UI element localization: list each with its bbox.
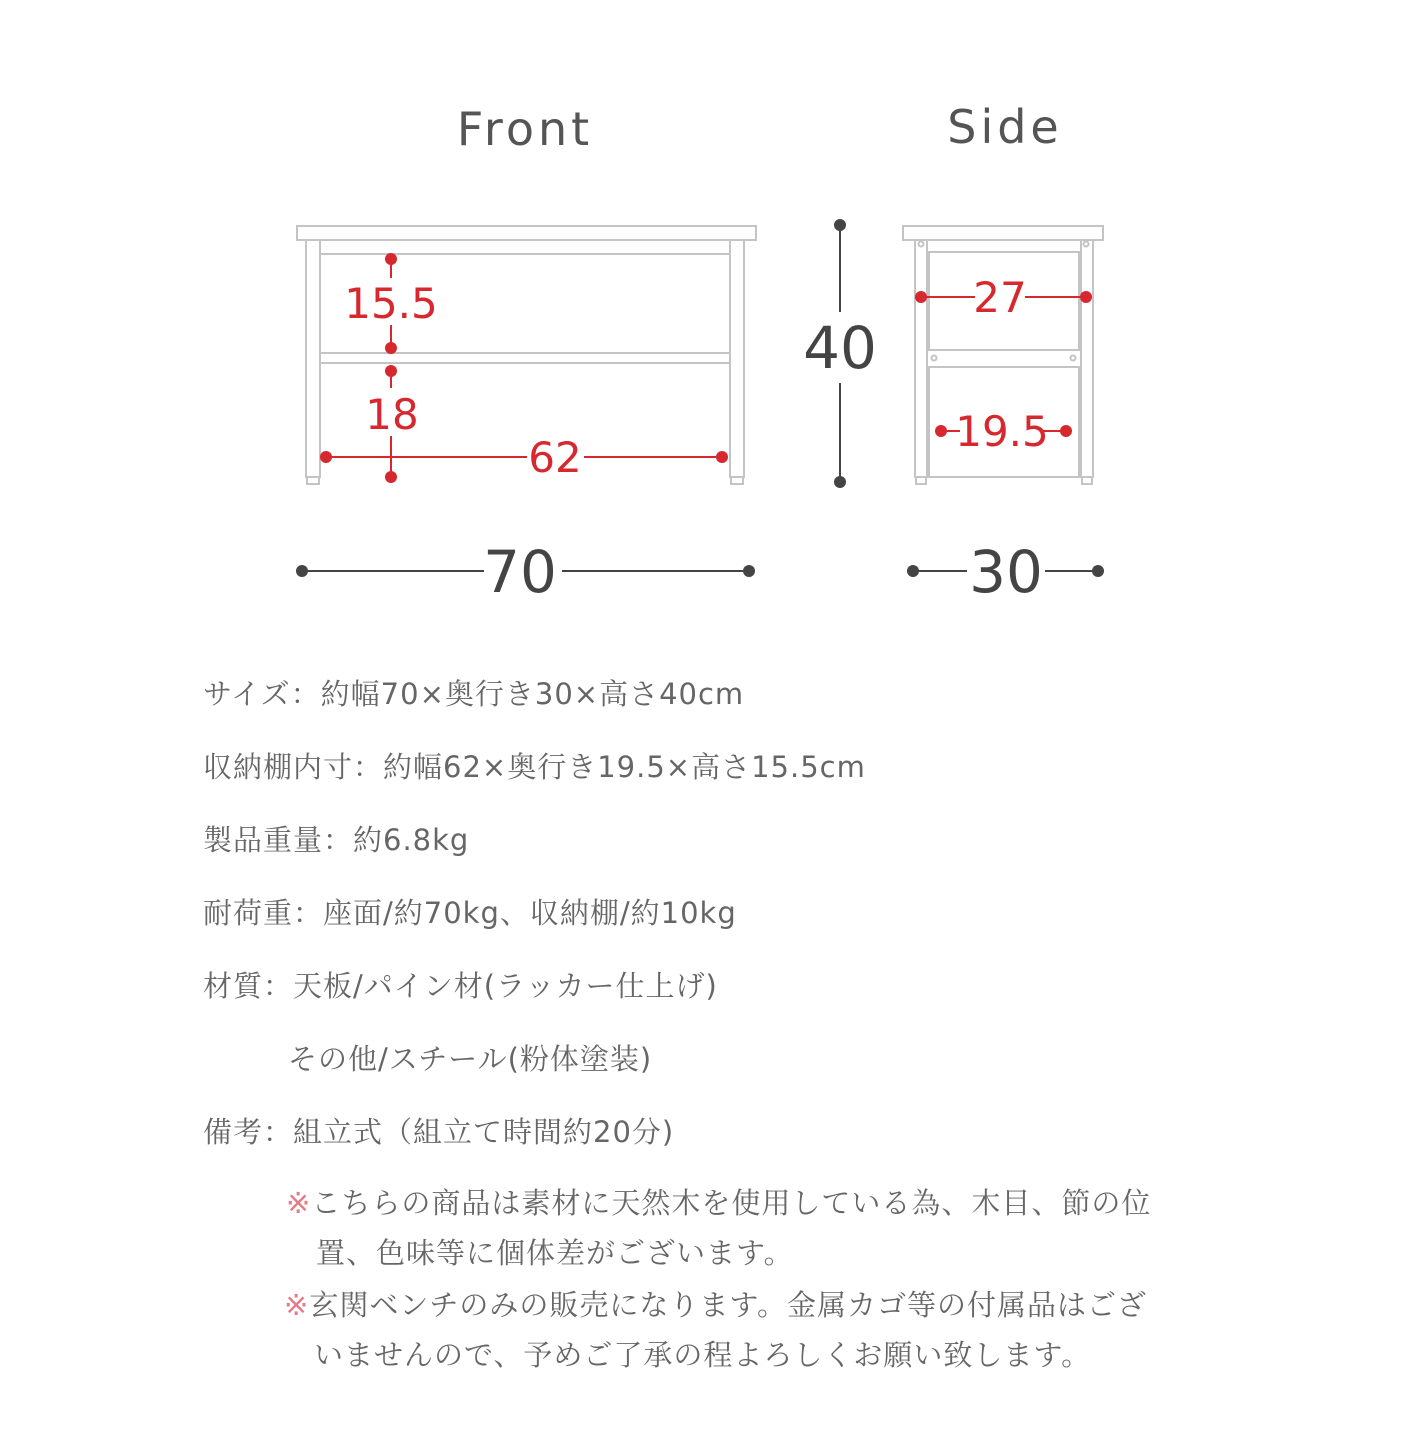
front-view-title: Front <box>456 102 594 156</box>
dimension-diagram <box>0 0 1420 640</box>
side-left-leg <box>915 240 927 477</box>
spec-material: 材質：天板/パイン材(ラッカー仕上げ) <box>203 969 718 1003</box>
note-text-line1: こちらの商品は素材に天然木を使用している為、木目、節の位 <box>311 1186 1152 1220</box>
side-left-foot <box>916 477 926 484</box>
shelf-depth-bottom-dot-left <box>935 425 947 437</box>
side-view-title: Side <box>947 100 1063 154</box>
note-text-line2: 置、色味等に個体差がございます。 <box>316 1236 794 1270</box>
height-dot-bottom <box>834 476 846 488</box>
spec-material-other: その他/スチール(粉体塗装) <box>288 1042 653 1076</box>
side-right-foot <box>1082 477 1092 484</box>
side-seat-top <box>903 226 1103 240</box>
width-dot-left <box>296 565 308 577</box>
screw-mid-left <box>932 356 937 361</box>
lower-height-dot-bottom <box>385 471 397 483</box>
screw-top-left <box>919 242 924 247</box>
side-right-leg <box>1081 240 1093 477</box>
note-text-line2: いませんので、予めご了承の程よろしくお願い致します。 <box>314 1338 1092 1372</box>
spec-size: サイズ：約幅70×奥行き30×高さ40cm <box>203 677 745 711</box>
front-view-bench <box>297 226 756 484</box>
upper-height-dot-bottom <box>385 342 397 354</box>
upper-height-label: 15.5 <box>344 279 438 328</box>
front-left-foot <box>307 477 319 484</box>
front-right-leg <box>730 240 744 477</box>
shelf-width-dot-left <box>320 451 332 463</box>
spec-load-capacity: 耐荷重：座面/約70kg、収納棚/約10kg <box>203 896 737 930</box>
shelf-depth-top-label: 27 <box>973 273 1027 322</box>
depth-dot-left <box>907 565 919 577</box>
shelf-depth-bottom-dot-right <box>1060 425 1072 437</box>
spec-shelf-inner-size: 収納棚内寸：約幅62×奥行き19.5×高さ15.5cm <box>203 750 866 784</box>
note-accessories <box>284 1280 1147 1380</box>
depth-dot-right <box>1092 565 1104 577</box>
spec-weight: 製品重量：約6.8kg <box>203 823 470 857</box>
height-dot-top <box>834 219 846 231</box>
screw-top-right <box>1084 242 1089 247</box>
lower-height-dot-top <box>385 365 397 377</box>
shelf-depth-top-dot-right <box>1080 291 1092 303</box>
front-right-foot <box>731 477 743 484</box>
shelf-depth-bottom-label: 19.5 <box>955 407 1049 456</box>
front-seat-top <box>297 226 756 240</box>
overall-height-label: 40 <box>803 314 877 382</box>
upper-height-dot-top <box>385 253 397 265</box>
note-mark: ※ <box>286 1186 312 1220</box>
shelf-width-dot-right <box>716 451 728 463</box>
front-left-leg <box>306 240 320 477</box>
lower-height-label: 18 <box>365 390 419 439</box>
spec-remarks: 備考：組立式（組立て時間約20分) <box>203 1115 675 1149</box>
shelf-depth-top-dot-left <box>915 291 927 303</box>
note-text-line1: 玄関ベンチのみの販売になります。金属カゴ等の付属品はござ <box>309 1288 1147 1322</box>
width-dot-right <box>743 565 755 577</box>
note-natural-wood <box>286 1178 1151 1278</box>
overall-depth-label: 30 <box>969 538 1043 606</box>
screw-mid-right <box>1071 356 1076 361</box>
front-shelf <box>320 353 730 363</box>
shelf-width-label: 62 <box>528 433 582 482</box>
note-mark: ※ <box>284 1288 310 1322</box>
overall-width-label: 70 <box>483 538 557 606</box>
